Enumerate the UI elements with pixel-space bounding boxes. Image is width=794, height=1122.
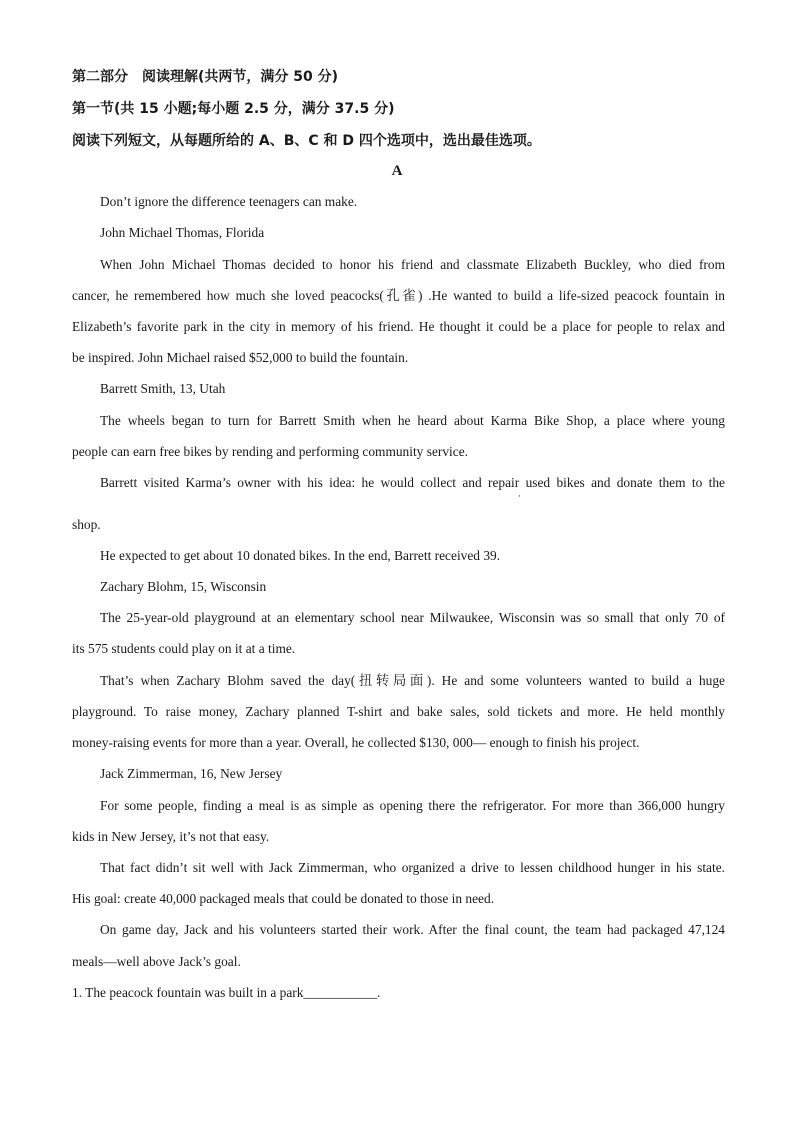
passage-line: For some people, finding a meal is as simple as opening there the refrigerator. For more than 366,000 hungry bbox=[100, 798, 725, 813]
passage-line: shop. bbox=[72, 517, 101, 532]
name-heading: John Michael Thomas, Florida bbox=[100, 225, 265, 240]
passage-line: cancer, he remembered how much she loved peacocks(孔雀) .He wanted to build a life-sized peacock fountain in bbox=[72, 288, 725, 303]
passage-line: When John Michael Thomas decided to honor his friend and classmate Elizabeth Buckley, who died from bbox=[100, 257, 725, 272]
passage-line: The wheels began to turn for Barrett Smith when he heard about Karma Bike Shop, a place where young bbox=[100, 413, 725, 428]
question-1: 1. The peacock fountain was built in a park___________. bbox=[72, 985, 381, 1000]
passage-line: That fact didn’t sit well with Jack Zimmerman, who organized a drive to lessen childhood hunger in his state. bbox=[100, 860, 725, 875]
section-heading: 第一节(共 15 小题;每小题 2.5 分，满分 37.5 分) bbox=[72, 101, 395, 117]
passage-label: A bbox=[391, 163, 403, 179]
passage-line: kids in New Jersey, it’s not that easy. bbox=[72, 829, 270, 844]
name-heading: Jack Zimmerman, 16, New Jersey bbox=[100, 766, 283, 781]
passage-line: Barrett visited Karma’s owner with his idea: he would collect and repair used bikes and donate them to the bbox=[100, 475, 725, 490]
passage-line: be inspired. John Michael raised $52,000 to build the fountain. bbox=[72, 350, 409, 365]
passage-intro: Don’t ignore the difference teenagers can make. bbox=[100, 194, 358, 209]
passage-line: people can earn free bikes by rending and performing community service. bbox=[72, 444, 468, 459]
name-heading: Barrett Smith, 13, Utah bbox=[100, 381, 226, 396]
passage-line: That’s when Zachary Blohm saved the day(扭转局面). He and some volunteers wanted to build a huge bbox=[100, 673, 725, 688]
passage-line: money-raising events for more than a year. Overall, he collected $130, 000— enough to finish his project. bbox=[72, 735, 640, 750]
passage-line: its 575 students could play on it at a time. bbox=[72, 641, 296, 656]
passage-line: His goal: create 40,000 packaged meals that could be donated to those in need. bbox=[72, 891, 495, 906]
passage-line: On game day, Jack and his volunteers started their work. After the final count, the team had packaged 47,124 bbox=[100, 922, 725, 937]
instruction-text: 阅读下列短文，从每题所给的 A、B、C 和 D 四个选项中，选出最佳选项。 bbox=[72, 133, 541, 149]
name-heading: Zachary Blohm, 15, Wisconsin bbox=[100, 579, 267, 594]
passage-line: He expected to get about 10 donated bikes. In the end, Barrett received 39. bbox=[100, 548, 501, 563]
passage-line: meals—well above Jack’s goal. bbox=[72, 954, 241, 969]
passage-line: Elizabeth’s favorite park in the city in memory of his friend. He thought it could be a place for people to relax and bbox=[72, 319, 725, 334]
emphasis-dot: · bbox=[518, 491, 521, 501]
passage-line: The 25-year-old playground at an elementary school near Milwaukee, Wisconsin was so small that only 70 of bbox=[100, 610, 725, 625]
passage-line: playground. To raise money, Zachary planned T-shirt and bake sales, sold tickets and more. He held monthly bbox=[72, 704, 725, 719]
part-heading: 第二部分 阅读理解(共两节，满分 50 分) bbox=[72, 69, 339, 85]
